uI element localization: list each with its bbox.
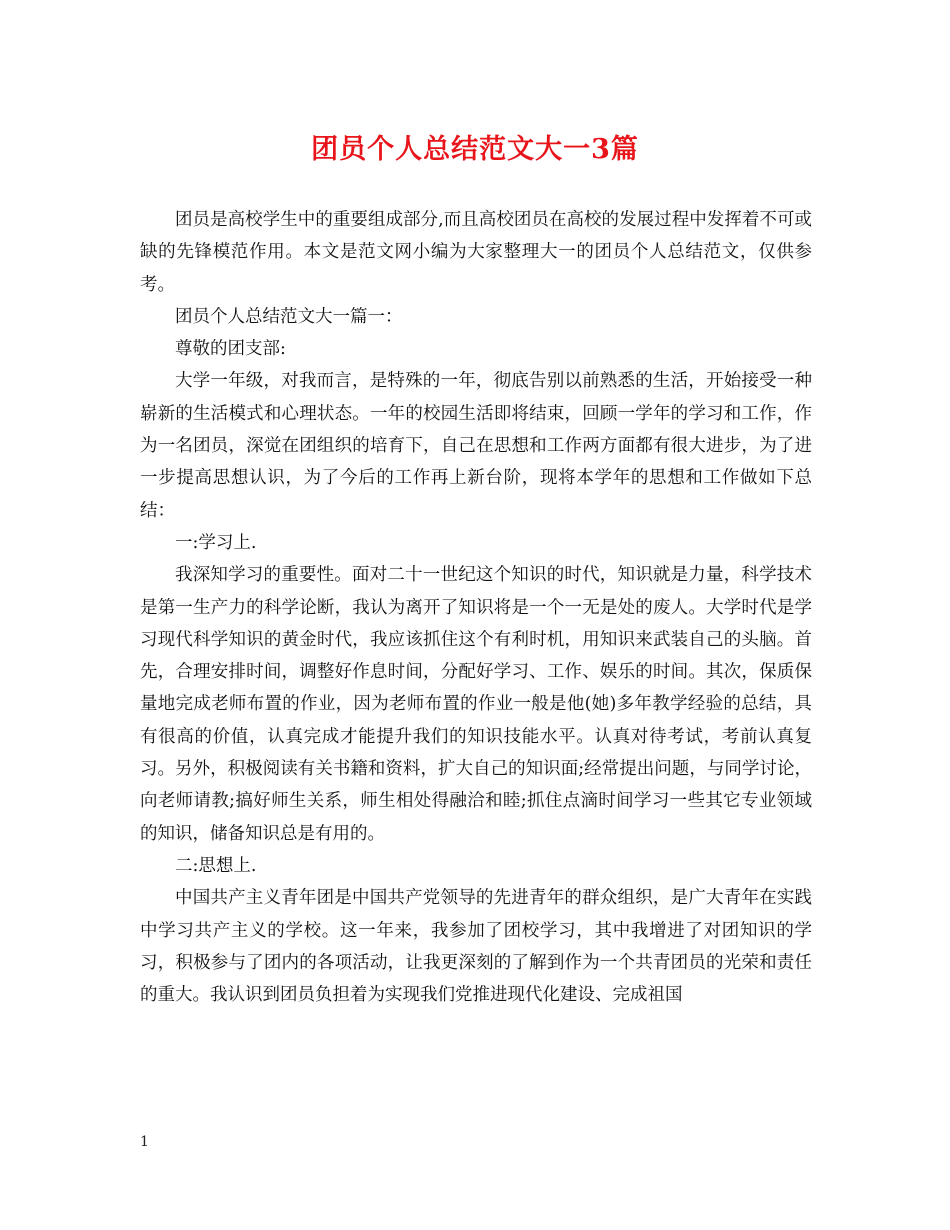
paragraph-salutation: 尊敬的团支部: — [175, 339, 286, 360]
paragraph-section-heading: 团员个人总结范文大一篇一： — [175, 306, 403, 327]
paragraph-study-heading: 一:学习上. — [175, 532, 257, 553]
paragraph-intro: 团员是高校学生中的重要组成部分,而且高校团员在高校的发展过程中发挥着不可或缺的先锋模范作用。本文是范文网小编为大家整理大一的团员个人总结范文，仅供参考。 — [140, 210, 812, 295]
paragraph-study-body: 我深知学习的重要性。面对二十一世纪这个知识的时代，知识就是力量，科学技术是第一生产力的科学论断，我认为离开了知识将是一个一无是处的废人。大学时代是学习现代科学知识的黄金时代，我应该抓住这个有利时机，用知识来武装自己的头脑。首先，合理安排时间，调整好作息时间，分配好学习、工作、娱乐的时间。其次，保质保量地完成老师布置的作业，因为老师布置的作业一般是他(她)多年教学经验的总结，具有很高的价值，认真完成才能提升我们的知识技能水平。认真对待考试，考前认真复习。另外，积极阅读有关书籍和资料，扩大自己的知识面;经常提出问题，与同学讨论，向老师请教;搞好师生关系，师生相处得融洽和睦;抓住点滴时间学习一些其它专业领域的知识，储备知识总是有用的。 — [140, 565, 812, 844]
paragraph-thought-body: 中国共产主义青年团是中国共产党领导的先进青年的群众组织，是广大青年在实践中学习共产主义的学校。这一年来，我参加了团校学习，其中我增进了对团知识的学习，积极参与了团内的各项活动，让我更深刻的了解到作为一个共青团员的光荣和责任的重大。我认识到团员负担着为实现我们党推进现代化建设、完成祖国 — [140, 888, 812, 1006]
paragraph-thought-heading: 二:思想上. — [175, 855, 257, 876]
page-number: 1 — [140, 1134, 149, 1150]
document-title: 团员个人总结范文大一3篇 — [311, 134, 639, 165]
document-body — [140, 204, 812, 1011]
paragraph-overview: 大学一年级，对我而言，是特殊的一年，彻底告别以前熟悉的生活，开始接受一种崭新的生活模式和心理状态。一年的校园生活即将结束，回顾一学年的学习和工作，作为一名团员，深觉在团组织的培育下，自己在思想和工作两方面都有很大进步，为了进一步提高思想认识，为了今后的工作再上新台阶，现将本学年的思想和工作做如下总结： — [140, 371, 812, 521]
